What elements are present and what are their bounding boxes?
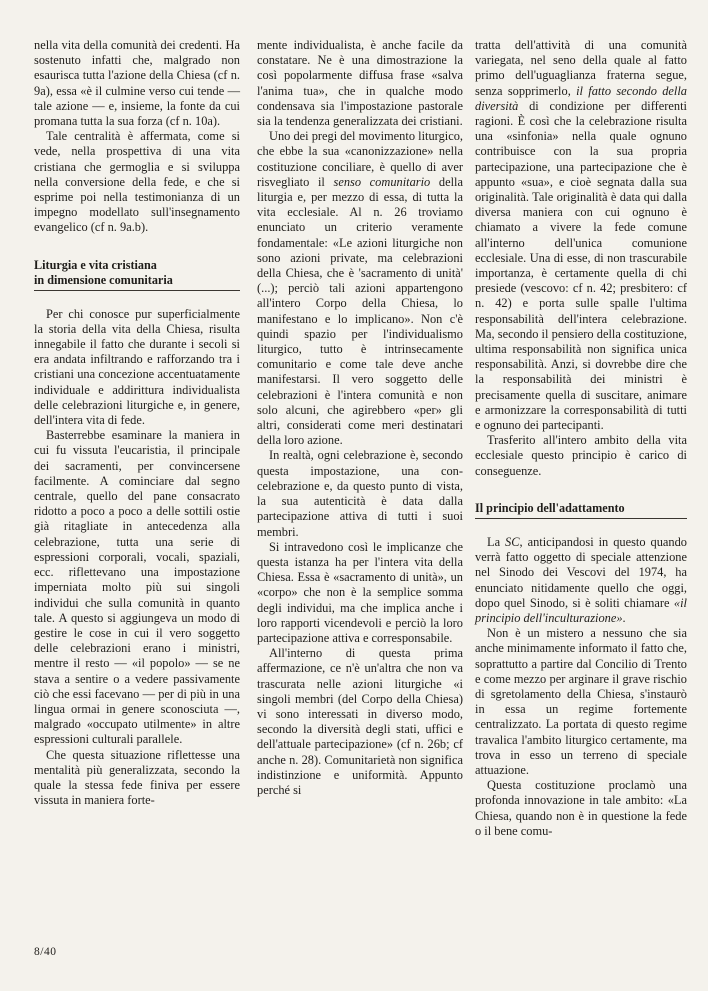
emphasis-text: senso comunitario [333, 174, 431, 189]
text-run: Uno dei pregi del movimento liturgico, che ebbe la sua «canonizzazione» nella costituzione conciliare, è quello di aver risvegliato il [257, 129, 463, 189]
paragraph: mente individualista, è anche facile da constatare. Ne è una dimostrazione la così popolarmente diffusa frase «salva l'anima tua», che in qualche modo condensava sia l'impostazione pastorale sia la tendenza generalizzata dei cristiani. [257, 38, 463, 129]
paragraph: All'interno di questa prima affermazione, ce n'è un'altra che non va trascurata nelle azioni liturgiche «i singoli membri (del Corpo della Chiesa) vi sono interessati in diverso modo, secondo la diversità degli stati, uffici e dell'attuale partecipazione» (cf n. 26b; cf anche n. 28). Comunitarietà non significa indistinzione e uniformità. Appunto perché si [257, 646, 463, 797]
text-run: di condizione per differenti ragioni. È così che la celebrazione risulta una «sinfonia» nella quale ognuno contribuisce con la sua propria partecipazione, una partecipazione che è appunto «sua», e cioè segnata dalla sua originalità. Tale originalità è data qui dalla diversa maniera con cui ognuno è chiamato a vivere la fede comune all'interno dell'unica comunione ecclesiale. Una di esse, di non trascurabile importanza, è certamente quella di chi presiede (vescovo: cf n. 42; presbitero: cf n. 42) e porta sulle spalle l'ultima responsabilità dell'intera celebrazione. Ma, secondo il pensiero della costituzione, ultima responsabilità non significa unica responsabilità. Anzi, si dovrebbe dire che la responsabilità dei ministri è precisamente quella di suscitare, animare e armonizzare la corresponsabilità di tutti e ognuno dei partecipanti. [475, 98, 687, 433]
emphasis-text: SC [505, 534, 520, 549]
section-heading-line: in dimensione comunitaria [34, 272, 173, 287]
column-1 [34, 38, 240, 808]
section-heading [34, 258, 240, 291]
section-heading-line: Il principio dell'adattamento [475, 500, 625, 515]
text-run: , anticipandosi in questo quando verrà fatto oggetto di speciale attenzione nel Sinodo dei Vescovi del 1974, ha enunciato nitidamente quello che oggi, dopo quel Sinodo, si è soliti chiamare [475, 534, 687, 610]
paragraph: Questa costituzione proclamò una profonda innovazione in tale ambito: «La Chiesa, quando non è in questione la fede o il bene comu- [475, 778, 687, 838]
paragraph: Si intravedono così le implicanze che questa istanza ha per l'intera vita della Chiesa. Essa è «sacramento di unità», un «corpo» che non è la semplice somma degli individui, ma che implica anche i loro rapporti vicendevoli e perciò la loro partecipazione attiva e corresponsabile. [257, 539, 463, 645]
text-run: La [487, 534, 506, 549]
text-run: tratta dell'attività di una comunità variegata, nel seno della quale al fatto primo dell'uguaglianza fraterna segue, senza sopprimerlo, [475, 38, 687, 98]
emphasis-text: il fatto secondo della diversità [475, 83, 688, 113]
paragraph: nella vita della comunità dei credenti. Ha sostenuto infatti che, malgrado non esaurisca tutta l'azione della Chiesa (cf n. 9a), essa «è il culmine verso cui tende — tale azione — e, insieme, la fonte da cui promana tutta la sua forza (cf n. 10a). [34, 38, 240, 129]
paragraph: In realtà, ogni celebrazione è, secondo questa impostazione, una con-celebrazione e, da questo punto di vista, la sua autenticità è data dalla partecipazione attiva di tutti i suoi membri. [257, 448, 463, 539]
paragraph: Tale centralità è affermata, come si vede, nella prospettiva di una vita cristiana che germoglia e si sviluppa nella conversione della fede, e che si esprime poi nella testimonianza di un impegno modellato sull'insegnamento evangelico (cf n. 9a.b). [34, 129, 240, 235]
paragraph: Trasferito all'intero ambito della vita ecclesiale questo principio è carico di conseguenze. [475, 433, 687, 478]
emphasis-text: «il principio dell'inculturazione» [475, 595, 687, 625]
paragraph [475, 38, 687, 433]
paragraph [257, 129, 463, 448]
text-run: della liturgia e, per mezzo di essa, di tutta la vita ecclesiale. Al n. 26 troviamo enunciato un criterio veramente fondamentale: «Le azioni liturgiche non sono azioni private, ma celebrazioni della Chiesa, che è 'sacramento di unità' (...); perciò tali azioni appartengono all'intero Corpo della Chiesa, lo manifestano e lo implicano». Non c'è quindi spazio per l'individualismo liturgico, tutto è intrinsecamente comunitario e come tale deve anche manifestarsi. Il vero soggetto delle celebrazioni è l'intera comunità e non solo alcuni, che agirebbero «per» gli altri, considerati come meri destinatari della loro azione. [257, 174, 463, 448]
section-heading [475, 501, 687, 519]
column-2 [257, 38, 463, 798]
paragraph: Per chi conosce pur superficialmente la storia della vita della Chiesa, risulta innegabile il fatto che durante i secoli si era andata infiltrando e rafforzando tra i cristiani una concezione accentuatamente individuale e addirittura individualista delle celebrazioni liturgiche e, in genere, dell'intera vita di fede. [34, 306, 240, 428]
page-number: 8/40 [34, 946, 57, 958]
paragraph [475, 535, 687, 626]
column-3 [475, 38, 687, 839]
section-heading-line: Liturgia e vita cristiana [34, 257, 157, 272]
paragraph: Non è un mistero a nessuno che sia anche minimamente informato il fatto che, soprattutto a partire dal Concilio di Trento e come mezzo per arginare il grave rischio di sgretolamento della Chiesa, s'instaurò in essa un regime fortemente centralizzato. La portata di questo regime travalica l'ambito liturgico certamente, ma trova in esso un terreno di speciale attuazione. [475, 626, 687, 777]
paragraph: Basterrebbe esaminare la maniera in cui fu vissuta l'eucaristia, il principale dei sacramenti, per convincersene facilmente. A cominciare dal segno centrale, quello del pane consacrato ridotto a poco a poco a delle sottili ostie già ritagliate in antecedenza alla celebrazione, tutta una serie di espressioni corporali, vocali, spaziali, ecc. riflettevano una impostazione imperniata molto più sui singoli individui che sulla comunità in quanto tale. A questo si aggiungeva un modo di gestire le cose in cui il vero soggetto delle celebrazioni erano i ministri, mentre il resto — «il popolo» — se ne stava a sentire o a vedere passivamente ciò che essi facevano — per di più in una lingua ormai in genere sconosciuta —, malgrado «occupato utilmente» in altre espressioni culturali parallele. [34, 428, 240, 747]
text-run: . [622, 610, 626, 625]
paragraph: Che questa situazione riflettesse una mentalità più generalizzata, secondo la quale la stessa fede finiva per essere vissuta in maniera forte- [34, 747, 240, 808]
